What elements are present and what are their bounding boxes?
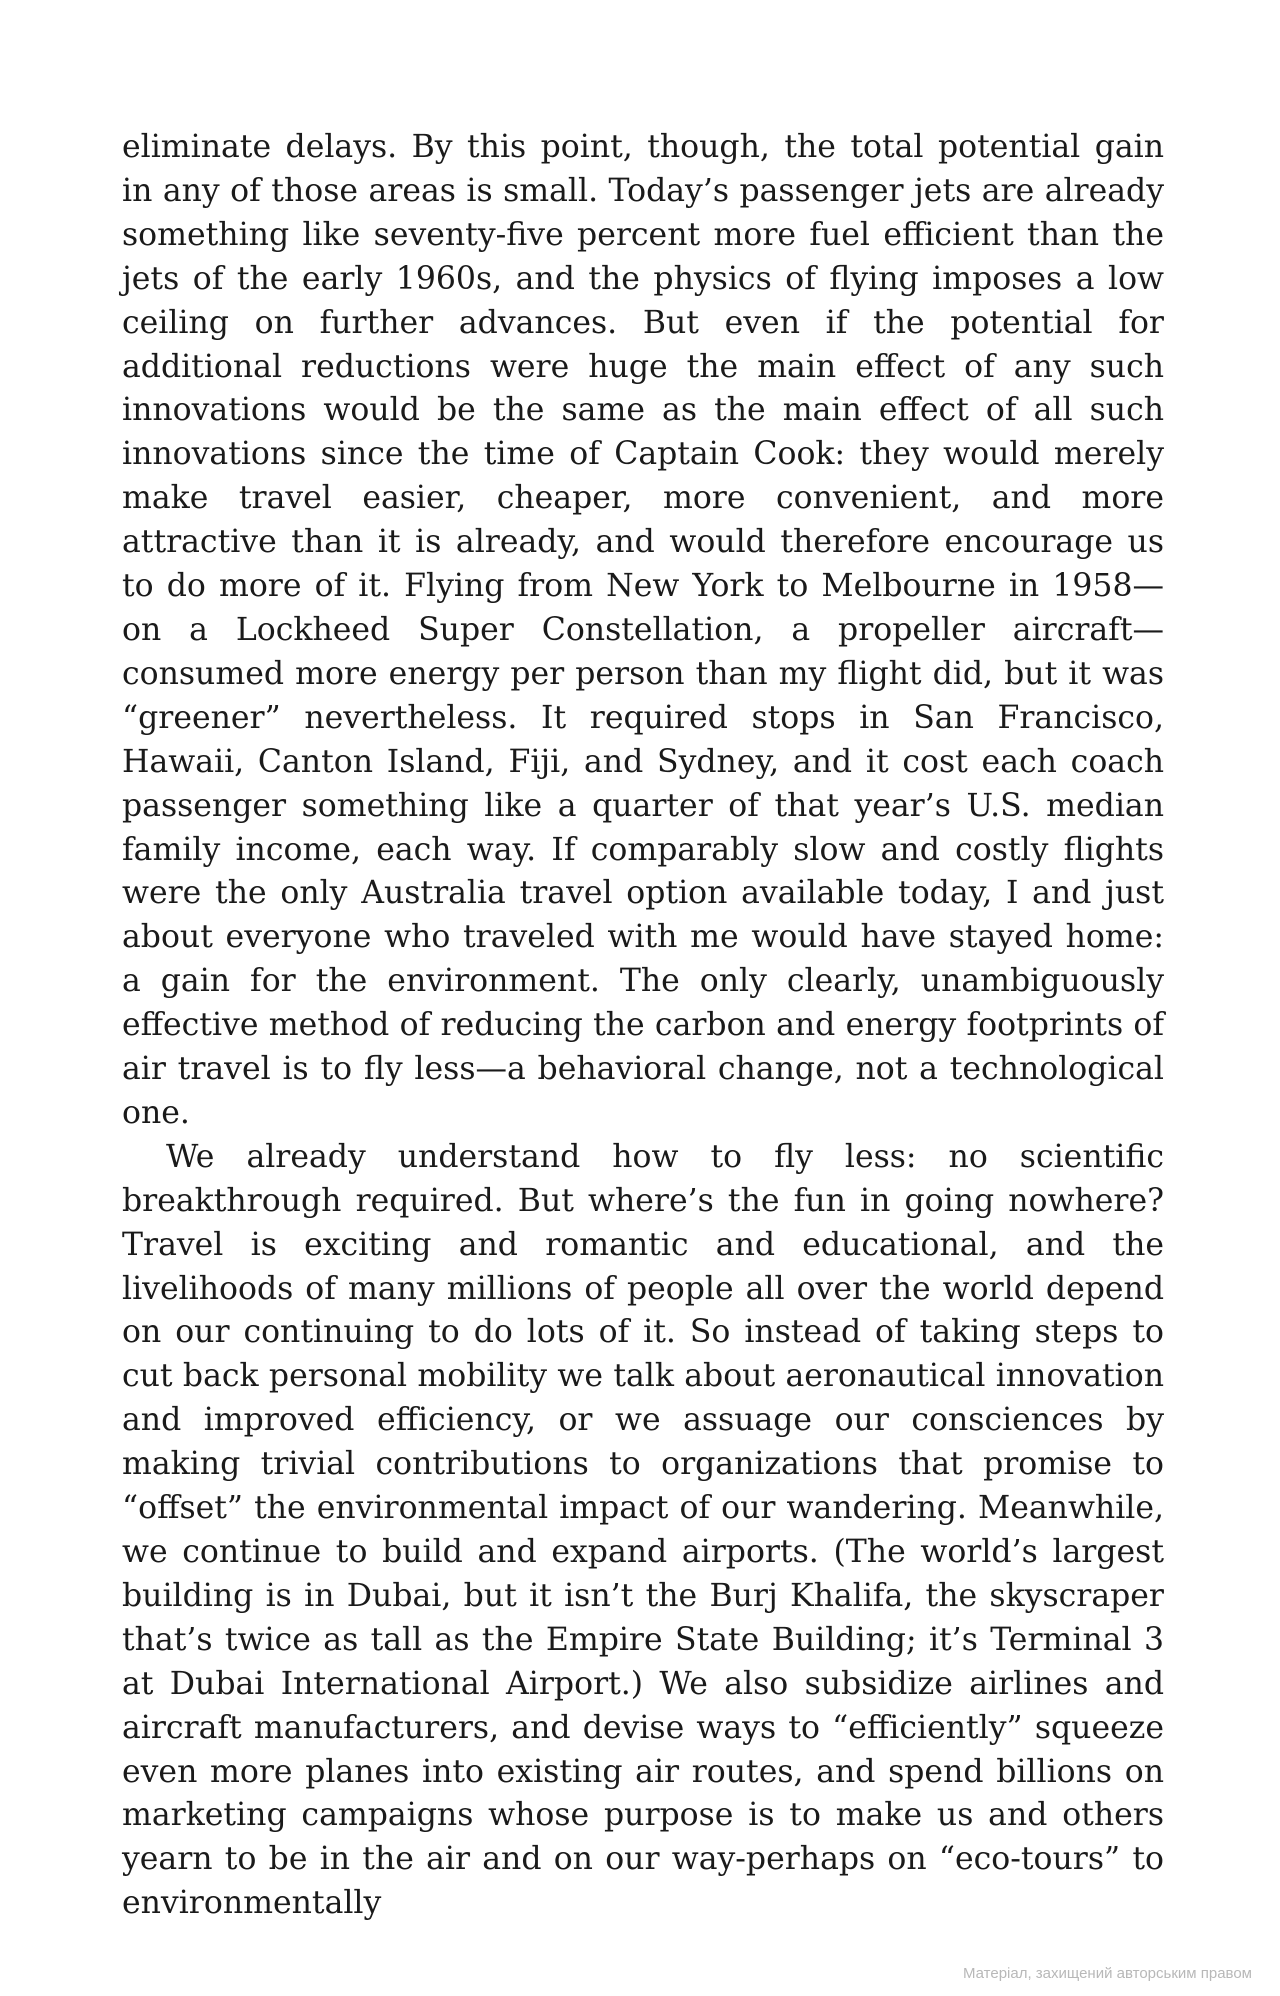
paragraph-fly-less: We already understand how to fly less: no scientific breakthrough required. But where’s the fun in going nowhere? Travel is exciting and romantic and educational, and the livelihoods of many millions of people all over the world depend on our continuing to do lots of it. So instead of taking steps to cut back personal mobility we talk about aeronautical innovation and improved efficiency, or we assuage our consciences by making trivial contributions to organizations that promise to “offset” the environmental impact of our wandering. Meanwhile, we continue to build and expand airports. (The world’s largest building is in Dubai, but it isn’t the Burj Khalifa, the skyscraper that’s twice as tall as the Empire State Building; it’s Terminal 3 at Dubai International Airport.) We also subsidize airlines and aircraft manufacturers, and devise ways to “efficiently” squeeze even more planes into existing air routes, and spend billions on marketing campaigns whose purpose is to make us and others yearn to be in the air and on our way-perhaps on “eco-tours” to environmentally xyxy=(122,1138,1164,1922)
paragraph-continued: eliminate delays. By this point, though, the total potential gain in any of those areas is small. Today’s passenger jets are already something like seventy-five percent more fuel efficient than the jets of the early 1960s, and the physics of flying imposes a low ceiling on further advances. But even if the potential for additional reductions were huge the main effect of any such innovations would be the same as the main effect of all such innovations since the time of Captain Cook: they would merely make travel easier, cheaper, more convenient, and more attractive than it is already, and would therefore encourage us to do more of it. Flying from New York to Melbourne in 1958—on a Lockheed Super Constellation, a propeller aircraft—consumed more energy per person than my flight did, but it was “greener” nevertheless. It required stops in San Francisco, Hawaii, Canton Island, Fiji, and Sydney, and it cost each coach passenger something like a quarter of that year’s U.S. median family income, each way. If comparably slow and costly flights were the only Australia travel option available today, I and just about everyone who traveled with me would have stayed home: a gain for the environment. The only clearly, unambiguously effective method of reducing the carbon and energy footprints of air travel is to fly less—a behavioral change, not a technological one. xyxy=(122,129,1164,1131)
body-text xyxy=(122,126,1164,1926)
copyright-watermark: Матеріал, захищений авторським правом xyxy=(962,1965,1252,1982)
